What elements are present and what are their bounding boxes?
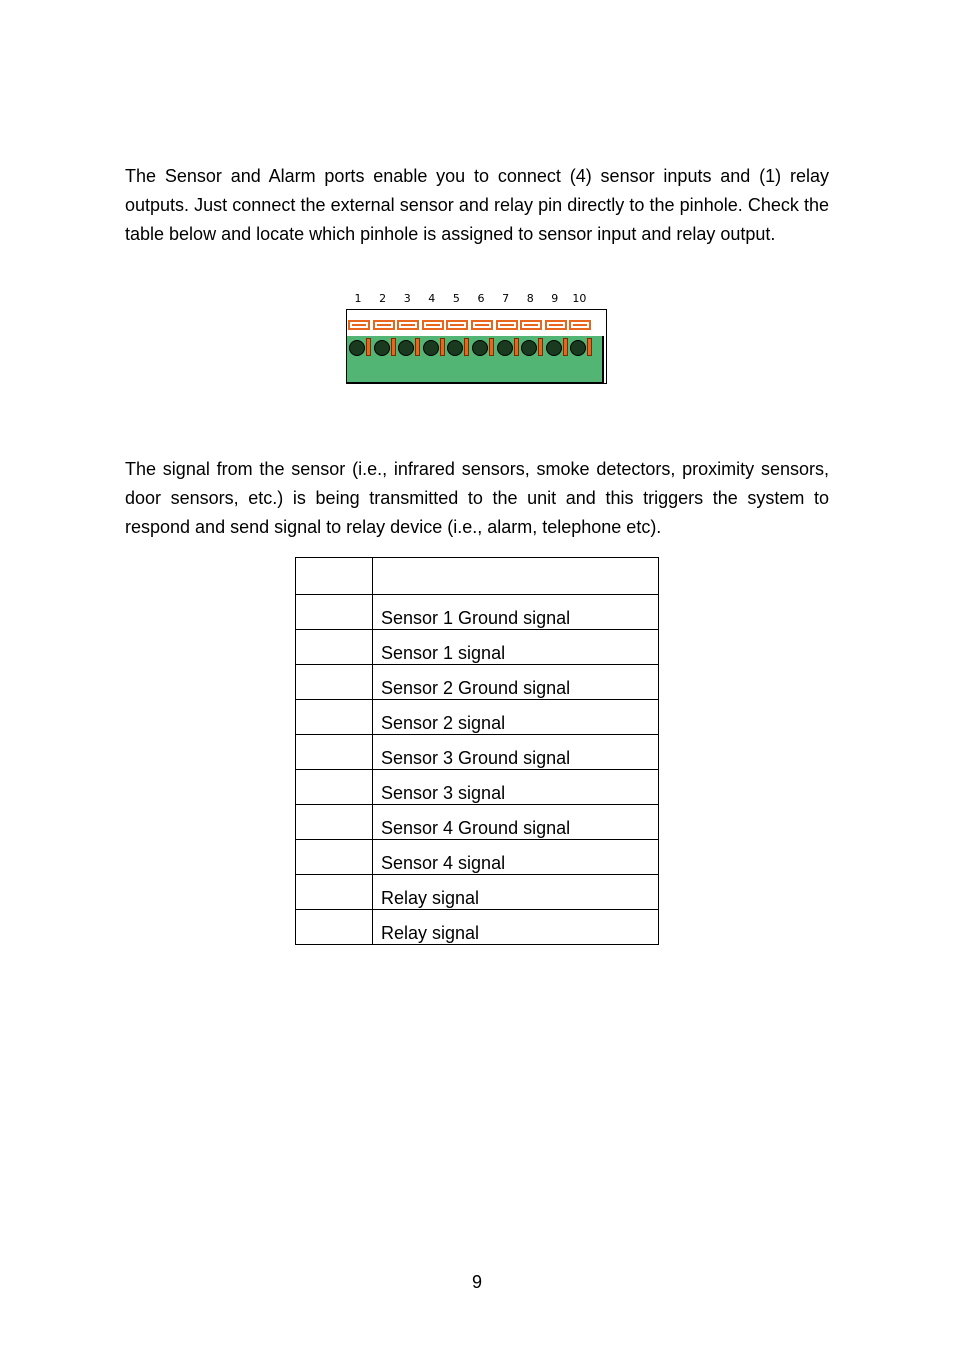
table-row [296, 840, 659, 875]
page-number: 9 [471, 1272, 482, 1292]
pin-number-label: 3 [403, 292, 411, 305]
description-cell: Relay signal [373, 875, 659, 910]
pinhole [546, 340, 562, 356]
table-row [296, 735, 659, 770]
pin-divider [415, 338, 420, 356]
description-cell: Relay signal [373, 910, 659, 945]
pinhole [423, 340, 439, 356]
pin-divider [464, 338, 469, 356]
pin-cell [296, 805, 373, 840]
pin-number-label: 2 [379, 292, 387, 305]
description-cell: Sensor 1 Ground signal [373, 595, 659, 630]
pin-divider [366, 338, 371, 356]
table-row [296, 595, 659, 630]
intro-paragraph: The Sensor and Alarm ports enable you to connect (4) sensor inputs and (1) relay outputs. Just connect the external sensor and relay pin directly to the pinhole. Check the table below and locate which pinhole is assigned to sensor input and relay output. [125, 166, 829, 244]
screw-slot [373, 320, 395, 330]
description-cell: Sensor 4 signal [373, 840, 659, 875]
screw-slot [545, 320, 567, 330]
header-description-cell [373, 558, 659, 595]
pin-cell [296, 700, 373, 735]
screw-slot [446, 320, 468, 330]
pin-cell [296, 595, 373, 630]
table-row [296, 665, 659, 700]
pin-cell [296, 875, 373, 910]
description-cell: Sensor 3 signal [373, 770, 659, 805]
pin-divider [440, 338, 445, 356]
screw-slot [520, 320, 542, 330]
pin-cell [296, 735, 373, 770]
description-cell: Sensor 4 Ground signal [373, 805, 659, 840]
pin-number-label: 4 [428, 292, 436, 305]
description-cell: Sensor 3 Ground signal [373, 735, 659, 770]
pinhole [349, 340, 365, 356]
pin-assignment-table [295, 557, 659, 945]
pin-divider [538, 338, 543, 356]
pin-number-label: 9 [551, 292, 559, 305]
screw-slot [496, 320, 518, 330]
screw-slot [397, 320, 419, 330]
terminal-block-diagram [346, 290, 608, 385]
table-row [296, 805, 659, 840]
pin-divider [514, 338, 519, 356]
signal-paragraph: The signal from the sensor (i.e., infrared sensors, smoke detectors, proximity sensors, door sensors, etc.) is being transmitted to the unit and this triggers the system to respond and send signal to relay device (i.e., alarm, telephone etc). [125, 459, 829, 537]
pin-cell [296, 910, 373, 945]
screw-slot [569, 320, 591, 330]
pin-cell [296, 665, 373, 700]
description-cell: Sensor 1 signal [373, 630, 659, 665]
description-cell: Sensor 2 signal [373, 700, 659, 735]
pin-number-label: 6 [477, 292, 485, 305]
pin-divider [587, 338, 592, 356]
pin-cell [296, 770, 373, 805]
table-row [296, 910, 659, 945]
screw-slot [348, 320, 370, 330]
pin-number-label: 10 [572, 292, 587, 305]
header-pin-cell [296, 558, 373, 595]
pin-divider [391, 338, 396, 356]
terminal-block-frame [346, 309, 607, 384]
pin-number-row [346, 290, 608, 308]
pin-divider [489, 338, 494, 356]
table-row [296, 700, 659, 735]
pin-number-label: 5 [452, 292, 460, 305]
pin-number-label: 7 [502, 292, 510, 305]
screw-slot [422, 320, 444, 330]
table-row [296, 630, 659, 665]
pin-divider [563, 338, 568, 356]
pin-cell [296, 840, 373, 875]
pinhole [374, 340, 390, 356]
description-cell: Sensor 2 Ground signal [373, 665, 659, 700]
pin-cell [296, 630, 373, 665]
pin-number-label: 8 [526, 292, 534, 305]
pinhole [472, 340, 488, 356]
screw-slot [471, 320, 493, 330]
pinhole [497, 340, 513, 356]
pin-number-label: 1 [354, 292, 362, 305]
table-header-row [296, 558, 659, 595]
table-row [296, 875, 659, 910]
table-row [296, 770, 659, 805]
